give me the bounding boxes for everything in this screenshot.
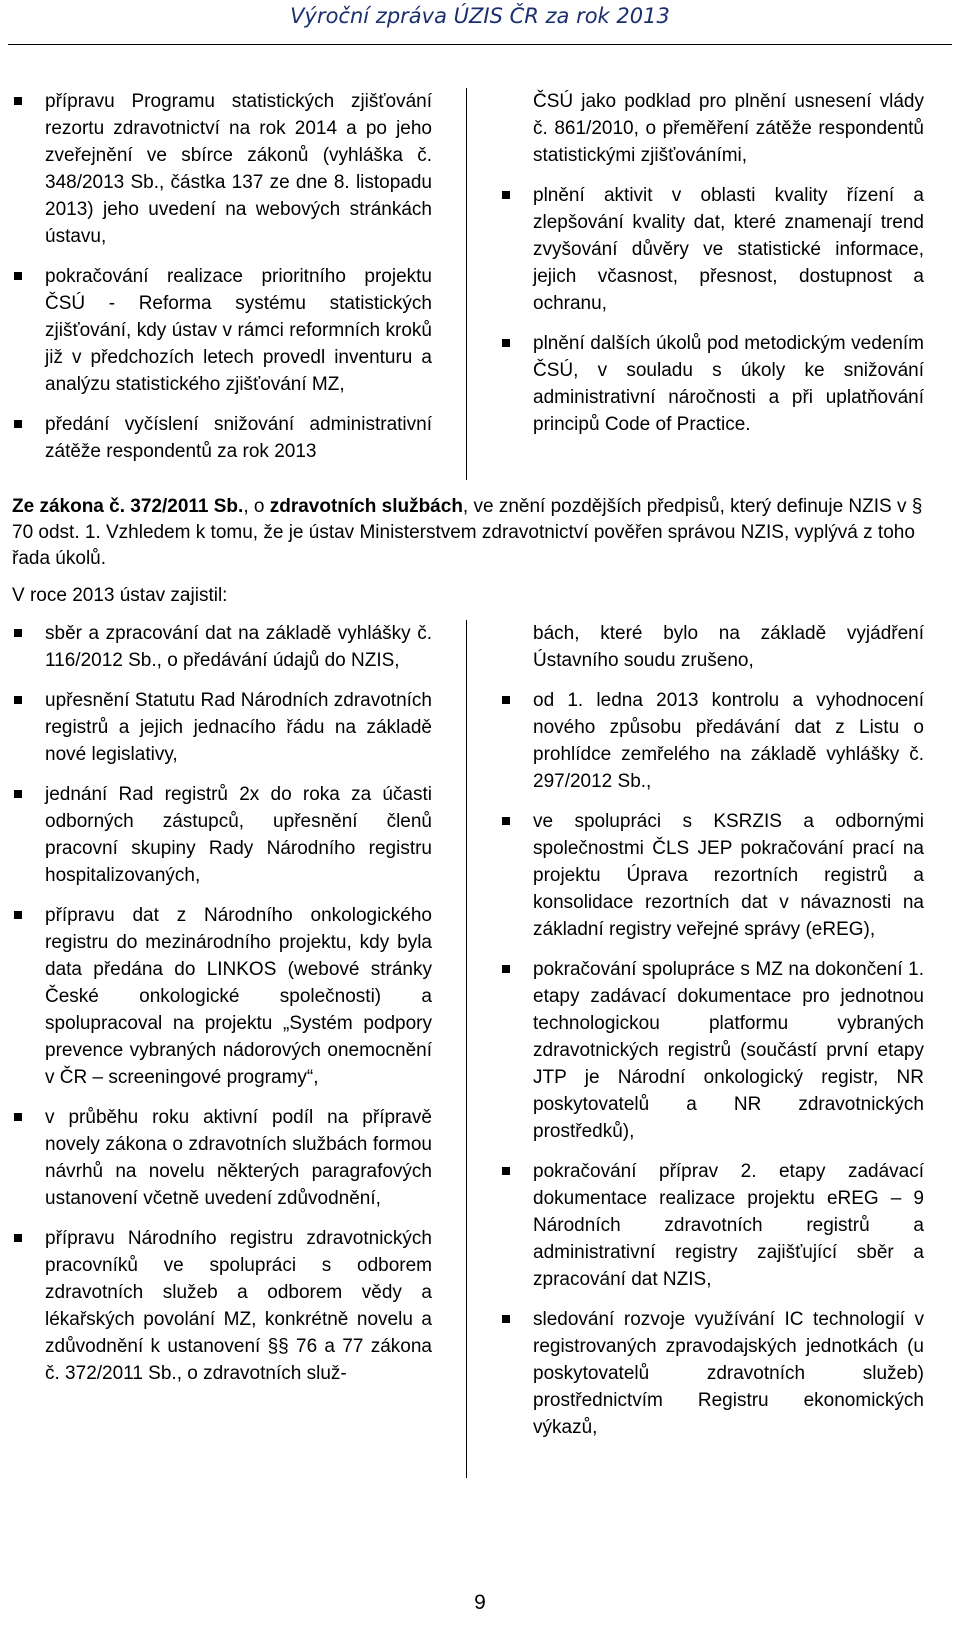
page-number: 9: [474, 1591, 486, 1614]
square-bullet-icon: [502, 1167, 510, 1175]
section2-right-column: [500, 620, 924, 1454]
section1-left-list: [12, 88, 432, 465]
square-bullet-icon: [14, 790, 22, 798]
list-item: ve spolupráci s KSRZIS a odbornými společnostmi ČLS JEP pokračování prací na projektu Úprava rezortních registrů a konsolidace rezortních dat v návaznosti na základní registry veřejné správy (eREG),: [500, 808, 924, 943]
section2-left-column: [12, 620, 432, 1400]
list-item: přípravu Programu statistických zjišťování rezortu zdravotnictví na rok 2014 a po jeho zveřejnění ve sbírce zákonů (vyhláška č. 348/2013 Sb., částka 137 ze dne 8. listopadu 2013) jeho uvedení na webových stránkách ústavu,: [12, 88, 432, 250]
square-bullet-icon: [502, 1315, 510, 1323]
list-item: plnění aktivit v oblasti kvality řízení a zlepšování kvality dat, které znamenají trend zvyšování důvěry ve statistické informace, jejich včasnost, přesnost, dostupnost a ochranu,: [500, 182, 924, 317]
list-item: pokračování příprav 2. etapy zadávací dokumentace realizace projektu eREG – 9 Národních zdravotních registrů a administrativní registry zajišťující sběr a zpracování dat NZIS,: [500, 1158, 924, 1293]
section1-right-list: [500, 182, 924, 438]
section2-right-list: [500, 687, 924, 1441]
section1-left-column: [12, 88, 432, 478]
square-bullet-icon: [14, 1234, 22, 1242]
continued-text: ČSÚ jako podklad pro plnění usnesení vlády č. 861/2010, o přeměření zátěže respondentů statistickými zjišťováními,: [533, 91, 924, 166]
list-item: upřesnění Statutu Rad Národních zdravotních registrů a jejich jednacího řádu na základě nové legislativy,: [12, 687, 432, 768]
section-intro: V roce 2013 ústav zajistil:: [12, 585, 228, 606]
section2-left-list: [12, 620, 432, 1387]
list-item: sledování rozvoje využívání IC technologií v registrovaných zpravodajských jednotkách (u poskytovatelů zdravotních služeb) prostřednictvím Registru ekonomických výkazů,: [500, 1306, 924, 1441]
list-item: pokračování spolupráce s MZ na dokončení 1. etapy zadávací dokumentace pro jednotnou technologickou platformu vybraných zdravotnických registrů (součástí první etapy JTP je Národní onkologický registr, NR poskytovatelů a NR zdravotnických prostředků),: [500, 956, 924, 1145]
square-bullet-icon: [14, 629, 22, 637]
square-bullet-icon: [14, 97, 22, 105]
square-bullet-icon: [502, 339, 510, 347]
section1-right-column: [500, 88, 924, 451]
list-item: sběr a zpracování dat na základě vyhlášky č. 116/2012 Sb., o předávání údajů do NZIS,: [12, 620, 432, 674]
list-item: přípravu Národního registru zdravotnických pracovníků ve spolupráci s odborem zdravotních služeb a odborem vědy a lékařských povolání MZ, konkrétně novelu a zdůvodnění k ustanovení §§ 76 a 77 zákona č. 372/2011 Sb., o zdravotních služ-: [12, 1225, 432, 1387]
square-bullet-icon: [502, 817, 510, 825]
list-item: přípravu dat z Národního onkologického registru do mezinárodního projektu, kdy byla data předána do LINKOS (webové stránky České onkologické společnosti) a spolupracoval na projektu „Systém podpory prevence vybraných nádorových onemocnění v ČR – screeningové programy“,: [12, 902, 432, 1091]
list-item: pokračování realizace prioritního projektu ČSÚ - Reforma systému statistických zjišťování, kdy ústav v rámci reformních kroků již v předchozích letech provedl inventuru a analýzu statistického zjišťování MZ,: [12, 263, 432, 398]
continued-text: bách, které bylo na základě vyjádření Ústavního soudu zrušeno,: [533, 623, 924, 671]
list-item: jednání Rad registrů 2x do roka za účasti odborných zástupců, upřesnění členů pracovní skupiny Rady Národního registru hospitalizovaných,: [12, 781, 432, 889]
column-divider: [466, 620, 467, 1478]
list-item: od 1. ledna 2013 kontrolu a vyhodnocení nového způsobu předávání dat z Listu o prohlídce zemřelého na základě vyhlášky č. 297/2012 Sb.,: [500, 687, 924, 795]
square-bullet-icon: [14, 272, 22, 280]
square-bullet-icon: [14, 696, 22, 704]
law-reference: Ze zákona č. 372/2011 Sb.: [12, 496, 244, 517]
column-divider: [466, 88, 467, 480]
square-bullet-icon: [14, 1113, 22, 1121]
list-item: předání vyčíslení snižování administrativní zátěže respondentů za rok 2013: [12, 411, 432, 465]
square-bullet-icon: [14, 911, 22, 919]
list-item: plnění dalších úkolů pod metodickým vedením ČSÚ, v souladu s úkoly ke snižování administrativní náročnosti a při uplatňování principů Code of Practice.: [500, 330, 924, 438]
square-bullet-icon: [502, 191, 510, 199]
law-paragraph: Ze zákona č. 372/2011 Sb., o zdravotních službách, ve znění pozdějších předpisů, který definuje NZIS v § 70 odst. 1. Vzhledem k tomu, že je ústav Ministerstvem zdravotnictví pověřen správou NZIS, vyplývá z toho řada úkolů.: [12, 496, 923, 569]
square-bullet-icon: [502, 696, 510, 704]
list-item: v průběhu roku aktivní podíl na přípravě novely zákona o zdravotních službách formou návrhů na novelu některých paragrafových ustanovení včetně uvedení zdůvodnění,: [12, 1104, 432, 1212]
square-bullet-icon: [14, 420, 22, 428]
header-rule: [8, 44, 952, 45]
square-bullet-icon: [502, 965, 510, 973]
page-header: Výroční zpráva ÚZIS ČR za rok 2013: [290, 4, 670, 28]
law-subject: zdravotních službách: [269, 496, 463, 517]
